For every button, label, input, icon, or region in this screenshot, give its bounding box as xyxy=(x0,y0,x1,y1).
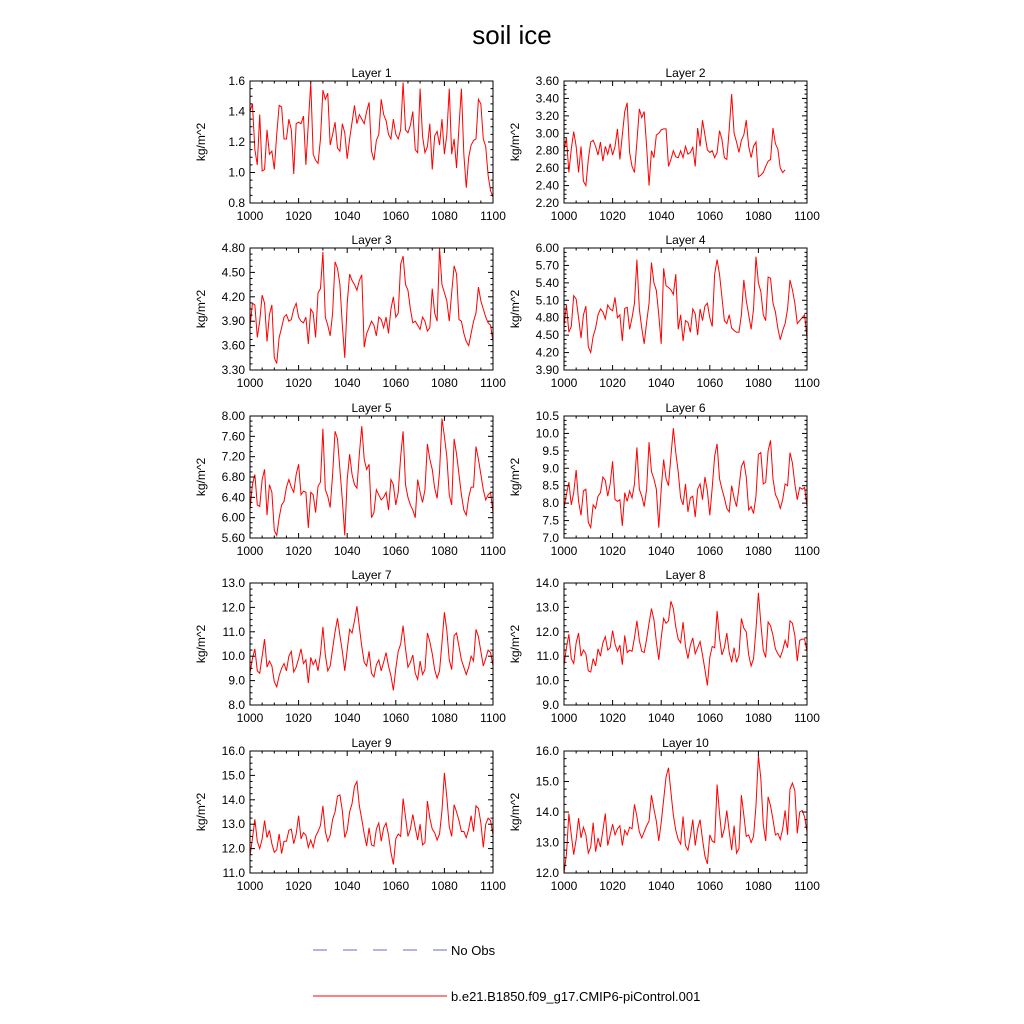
y-tick-label: 6.80 xyxy=(221,470,245,484)
y-tick-label: 5.10 xyxy=(535,293,559,308)
x-tick-label: 1100 xyxy=(480,544,506,558)
y-tick-label: 4.50 xyxy=(221,265,245,280)
y-tick-label: 3.90 xyxy=(535,363,559,377)
x-tick-label: 1040 xyxy=(333,544,361,558)
y-axis-label-layer-7: kg/m^2 xyxy=(194,624,208,664)
x-tick-label: 1080 xyxy=(745,209,772,223)
plot-frame-layer-7 xyxy=(250,583,493,705)
panel-title-layer-3: Layer 3 xyxy=(351,233,392,247)
y-axis-label-layer-5: kg/m^2 xyxy=(194,457,208,497)
plot-frame-layer-10 xyxy=(564,751,807,873)
x-tick-label: 1100 xyxy=(794,879,820,893)
y-tick-label: 16.0 xyxy=(221,744,245,758)
x-tick-label: 1060 xyxy=(382,376,410,390)
x-tick-label: 1080 xyxy=(431,711,458,725)
x-tick-label: 1080 xyxy=(745,544,772,558)
y-tick-label: 3.20 xyxy=(535,108,559,123)
x-tick-label: 1100 xyxy=(480,879,506,893)
panel-title-layer-10: Layer 10 xyxy=(662,736,709,750)
y-tick-label: 14.0 xyxy=(221,792,245,807)
panel-layer-4 xyxy=(508,233,820,390)
series-line-layer-2 xyxy=(564,94,785,186)
x-tick-label: 1040 xyxy=(647,711,675,725)
x-tick-label: 1020 xyxy=(285,879,312,893)
series-line-layer-6 xyxy=(564,428,807,527)
y-tick-label: 8.00 xyxy=(221,409,245,423)
x-tick-label: 1020 xyxy=(599,209,626,223)
y-tick-label: 1.6 xyxy=(228,74,245,88)
x-tick-label: 1000 xyxy=(236,544,264,558)
x-tick-label: 1020 xyxy=(285,544,312,558)
y-tick-label: 11.0 xyxy=(222,866,245,880)
y-tick-label: 10.0 xyxy=(221,649,245,664)
y-tick-label: 8.5 xyxy=(542,478,559,493)
x-tick-label: 1080 xyxy=(431,879,458,893)
y-tick-label: 4.50 xyxy=(535,328,559,343)
y-tick-label: 5.60 xyxy=(221,531,245,545)
y-tick-label: 9.5 xyxy=(542,443,559,458)
x-tick-label: 1060 xyxy=(696,544,724,558)
x-tick-label: 1020 xyxy=(285,711,312,725)
y-tick-label: 0.8 xyxy=(228,196,245,210)
x-tick-label: 1100 xyxy=(480,209,506,223)
y-tick-label: 1.2 xyxy=(228,135,245,149)
y-tick-label: 11.0 xyxy=(222,624,245,639)
y-tick-label: 13.0 xyxy=(535,835,559,850)
panel-layer-1 xyxy=(194,66,506,223)
y-tick-label: 3.40 xyxy=(535,91,559,106)
legend-label-model: b.e21.B1850.f09_g17.CMIP6-piControl.001 xyxy=(451,989,701,1004)
x-tick-label: 1020 xyxy=(285,376,312,390)
panel-layer-8 xyxy=(508,568,820,725)
x-tick-label: 1040 xyxy=(333,879,361,893)
x-tick-label: 1100 xyxy=(480,711,506,725)
y-tick-label: 9.0 xyxy=(542,461,559,476)
y-tick-label: 3.30 xyxy=(221,363,245,377)
x-tick-label: 1040 xyxy=(333,209,361,223)
y-tick-label: 1.0 xyxy=(228,165,245,180)
y-tick-label: 12.0 xyxy=(221,841,245,856)
panel-layer-6 xyxy=(508,401,820,558)
panel-title-layer-2: Layer 2 xyxy=(665,66,706,80)
x-tick-label: 1100 xyxy=(794,711,820,725)
x-tick-label: 1080 xyxy=(431,544,458,558)
x-tick-label: 1000 xyxy=(236,711,264,725)
panel-layer-2 xyxy=(508,66,820,223)
y-tick-label: 7.0 xyxy=(542,531,559,545)
plot-frame-layer-5 xyxy=(250,416,493,538)
y-axis-label-layer-10: kg/m^2 xyxy=(508,792,522,832)
y-tick-label: 10.0 xyxy=(535,673,559,688)
series-line-layer-7 xyxy=(250,606,493,690)
panel-layer-3 xyxy=(194,233,506,390)
x-tick-label: 1060 xyxy=(382,209,410,223)
y-tick-label: 9.0 xyxy=(542,698,559,712)
x-tick-label: 1000 xyxy=(236,879,264,893)
y-tick-label: 13.0 xyxy=(535,600,559,615)
x-tick-label: 1000 xyxy=(550,544,578,558)
x-tick-label: 1040 xyxy=(333,711,361,725)
y-tick-label: 13.0 xyxy=(221,817,245,832)
y-axis-label-layer-2: kg/m^2 xyxy=(508,122,522,162)
y-axis-label-layer-3: kg/m^2 xyxy=(194,289,208,329)
series-line-layer-10 xyxy=(564,756,807,873)
panel-layer-9 xyxy=(194,736,506,893)
y-tick-label: 12.0 xyxy=(221,600,245,615)
y-tick-label: 7.20 xyxy=(221,449,245,464)
y-tick-label: 8.0 xyxy=(542,496,559,511)
x-tick-label: 1080 xyxy=(745,711,772,725)
y-tick-label: 12.0 xyxy=(535,866,559,880)
y-tick-label: 14.0 xyxy=(535,805,559,819)
y-tick-label: 12.0 xyxy=(535,624,559,639)
y-tick-label: 5.40 xyxy=(535,275,559,290)
x-tick-label: 1100 xyxy=(794,209,820,223)
y-tick-label: 6.00 xyxy=(535,241,559,255)
x-tick-label: 1020 xyxy=(599,376,626,390)
x-tick-label: 1060 xyxy=(696,711,724,725)
series-line-layer-3 xyxy=(250,248,493,363)
panel-title-layer-8: Layer 8 xyxy=(665,568,706,582)
x-tick-label: 1020 xyxy=(285,209,312,223)
y-axis-label-layer-9: kg/m^2 xyxy=(194,792,208,832)
x-tick-label: 1060 xyxy=(696,376,724,390)
y-tick-label: 15.0 xyxy=(221,768,245,783)
y-tick-label: 4.80 xyxy=(535,310,559,325)
x-tick-label: 1000 xyxy=(550,209,578,223)
x-tick-label: 1040 xyxy=(647,209,675,223)
x-tick-label: 1000 xyxy=(550,376,578,390)
y-tick-label: 2.40 xyxy=(535,178,559,193)
x-tick-label: 1080 xyxy=(745,376,772,390)
y-tick-label: 2.20 xyxy=(535,196,559,210)
y-tick-label: 14.0 xyxy=(535,576,559,590)
x-tick-label: 1080 xyxy=(745,879,772,893)
y-tick-label: 6.00 xyxy=(221,510,245,525)
y-tick-label: 5.70 xyxy=(535,258,559,273)
x-tick-label: 1000 xyxy=(550,711,578,725)
panel-title-layer-6: Layer 6 xyxy=(665,401,706,415)
series-line-layer-8 xyxy=(564,593,807,686)
y-tick-label: 3.90 xyxy=(221,314,245,329)
figure-title: soil ice xyxy=(472,20,552,50)
y-tick-label: 3.60 xyxy=(221,338,245,353)
y-tick-label: 9.0 xyxy=(228,673,245,688)
y-tick-label: 10.0 xyxy=(535,426,559,441)
x-tick-label: 1040 xyxy=(647,879,675,893)
x-tick-label: 1020 xyxy=(599,879,626,893)
y-axis-label-layer-6: kg/m^2 xyxy=(508,457,522,497)
series-line-layer-5 xyxy=(250,419,493,536)
y-tick-label: 3.00 xyxy=(535,126,559,141)
panels-container xyxy=(194,66,820,893)
x-tick-label: 1000 xyxy=(236,376,264,390)
y-tick-label: 11.0 xyxy=(536,649,559,664)
panel-title-layer-9: Layer 9 xyxy=(351,736,392,750)
y-tick-label: 1.4 xyxy=(228,104,245,119)
x-tick-label: 1020 xyxy=(599,544,626,558)
y-tick-label: 7.60 xyxy=(221,429,245,444)
x-tick-label: 1020 xyxy=(599,711,626,725)
x-tick-label: 1000 xyxy=(550,879,578,893)
plot-frame-layer-3 xyxy=(250,248,493,370)
legend-label-no-obs: No Obs xyxy=(451,943,496,958)
x-tick-label: 1100 xyxy=(794,544,820,558)
y-tick-label: 16.0 xyxy=(535,744,559,758)
series-line-layer-4 xyxy=(564,257,807,353)
y-tick-label: 2.60 xyxy=(535,161,559,176)
x-tick-label: 1000 xyxy=(236,209,264,223)
panel-layer-5 xyxy=(194,401,506,558)
x-tick-label: 1080 xyxy=(431,209,458,223)
panel-layer-7 xyxy=(194,568,506,725)
y-tick-label: 2.80 xyxy=(535,143,559,158)
x-tick-label: 1060 xyxy=(382,544,410,558)
y-tick-label: 10.5 xyxy=(535,409,559,423)
x-tick-label: 1100 xyxy=(794,376,820,390)
y-tick-label: 6.40 xyxy=(221,490,245,505)
x-tick-label: 1080 xyxy=(431,376,458,390)
x-tick-label: 1040 xyxy=(333,376,361,390)
x-tick-label: 1060 xyxy=(696,879,724,893)
y-tick-label: 13.0 xyxy=(221,576,245,590)
y-tick-label: 4.20 xyxy=(535,345,559,360)
y-axis-label-layer-1: kg/m^2 xyxy=(194,122,208,162)
x-tick-label: 1100 xyxy=(480,376,506,390)
y-tick-label: 3.60 xyxy=(535,74,559,88)
y-tick-label: 4.20 xyxy=(221,289,245,304)
y-tick-label: 15.0 xyxy=(535,774,559,789)
y-tick-label: 7.5 xyxy=(542,513,559,528)
panel-title-layer-4: Layer 4 xyxy=(665,233,706,247)
x-tick-label: 1060 xyxy=(382,879,410,893)
y-tick-label: 4.80 xyxy=(221,241,245,255)
series-line-layer-1 xyxy=(250,83,493,197)
panel-title-layer-5: Layer 5 xyxy=(351,401,392,415)
x-tick-label: 1040 xyxy=(647,376,675,390)
legend xyxy=(313,943,700,1004)
x-tick-label: 1060 xyxy=(696,209,724,223)
y-axis-label-layer-8: kg/m^2 xyxy=(508,624,522,664)
y-tick-label: 8.0 xyxy=(228,698,245,712)
plot-frame-layer-6 xyxy=(564,416,807,538)
panel-layer-10 xyxy=(508,736,820,893)
x-tick-label: 1040 xyxy=(647,544,675,558)
series-line-layer-9 xyxy=(250,773,493,865)
y-axis-label-layer-4: kg/m^2 xyxy=(508,289,522,329)
panel-title-layer-7: Layer 7 xyxy=(351,568,392,582)
panel-title-layer-1: Layer 1 xyxy=(351,66,392,80)
x-tick-label: 1060 xyxy=(382,711,410,725)
